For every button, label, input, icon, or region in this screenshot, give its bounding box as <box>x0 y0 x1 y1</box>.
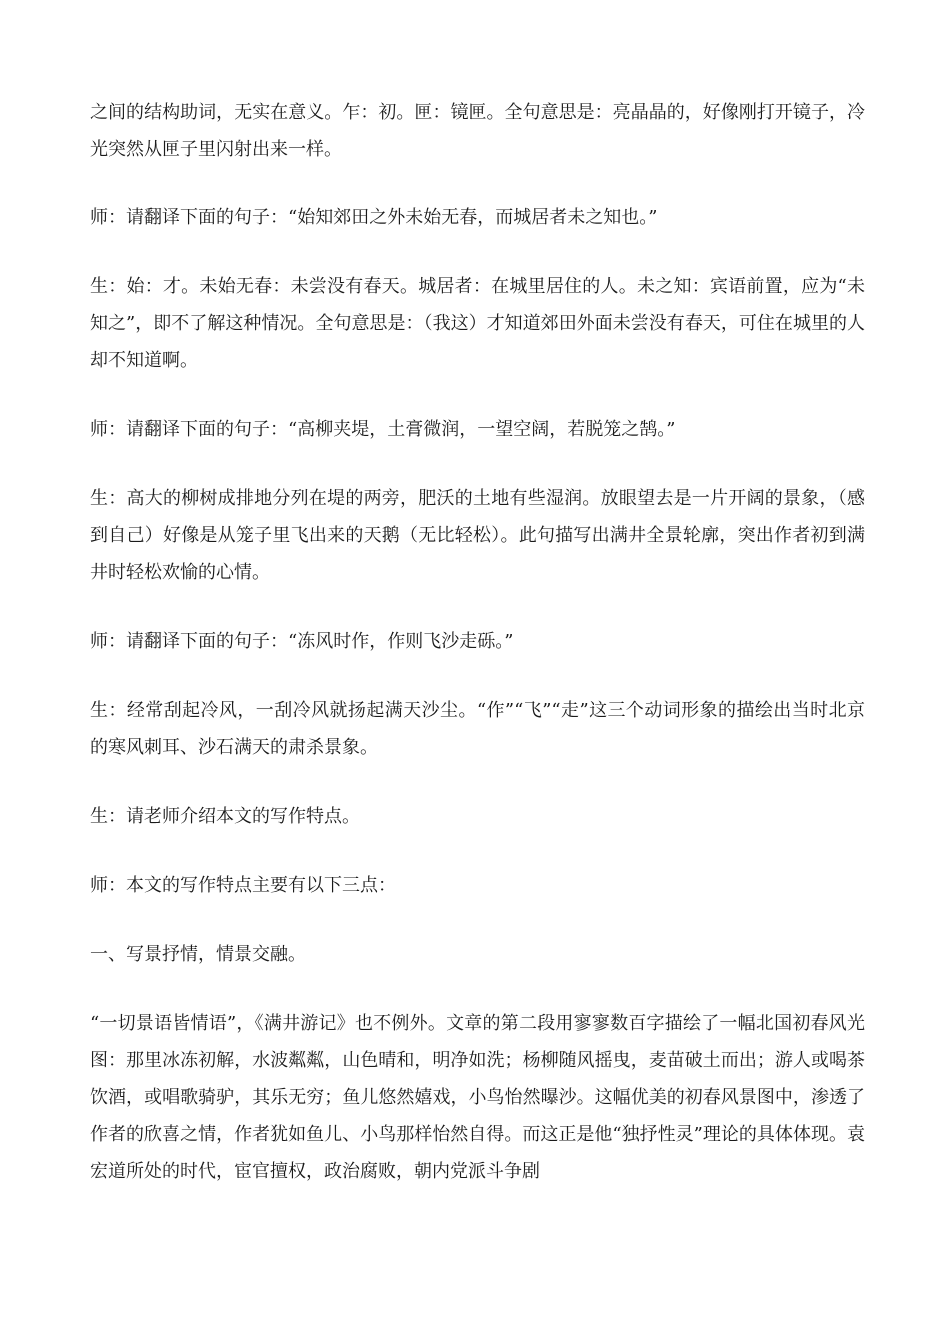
paragraph-student-request: 生：请老师介绍本文的写作特点。 <box>90 806 360 827</box>
paragraph-teacher-question-2: 师：请翻译下面的句子：“高柳夹堤，土膏微润，一望空阔，若脱笼之鹄。” <box>90 419 676 440</box>
paragraph-analysis: “一切景语皆情语”，《满井游记》也不例外。文章的第二段用寥寥数百字描绘了一幅北国初春风光图：那里冰冻初解，水波粼粼，山色晴和，明净如洗；杨柳随风摇曳，麦苗破土而出；游人或喝茶饮酒，或唱歌骑驴，其乐无穷；鱼儿悠然嬉戏，小鸟怡然曝沙。这幅优美的初春风景图中，渗透了作者的欣喜之情，作者犹如鱼儿、小鸟那样怡然自得。而这正是他“独抒性灵”理论的具体体现。袁宏道所处的时代，宦官擅权，政治腐败，朝内党派斗争剧 <box>90 1013 865 1182</box>
paragraph-section-heading: 一、写景抒情，情景交融。 <box>90 944 306 965</box>
paragraph-explanation: 之间的结构助词，无实在意义。乍：初。匣：镜匣。全句意思是：亮晶晶的，好像刚打开镜子，冷光突然从匣子里闪射出来一样。 <box>90 102 865 160</box>
paragraph-student-answer-2: 生：高大的柳树成排地分列在堤的两旁，肥沃的土地有些湿润。放眼望去是一片开阔的景象，（感到自己）好像是从笼子里飞出来的天鹅（无比轻松）。此句描写出满井全景轮廓，突出作者初到满井时轻松欢愉的心情。 <box>90 488 865 583</box>
document-body <box>90 94 865 1222</box>
paragraph-student-answer-1: 生：始：才。未始无春：未尝没有春天。城居者：在城里居住的人。未之知：宾语前置，应为“未知之”，即不了解这种情况。全句意思是：（我这）才知道郊田外面未尝没有春天，可住在城里的人却不知道啊。 <box>90 276 865 371</box>
paragraph-teacher-intro: 师：本文的写作特点主要有以下三点： <box>90 875 396 896</box>
paragraph-teacher-question-3: 师：请翻译下面的句子：“冻风时作，作则飞沙走砾。” <box>90 631 514 652</box>
paragraph-teacher-question-1: 师：请翻译下面的句子：“始知郊田之外未始无春，而城居者未之知也。” <box>90 207 658 228</box>
paragraph-student-answer-3: 生：经常刮起冷风，一刮冷风就扬起满天沙尘。“作”“飞”“走”这三个动词形象的描绘出当时北京的寒风刺耳、沙石满天的肃杀景象。 <box>90 700 865 758</box>
